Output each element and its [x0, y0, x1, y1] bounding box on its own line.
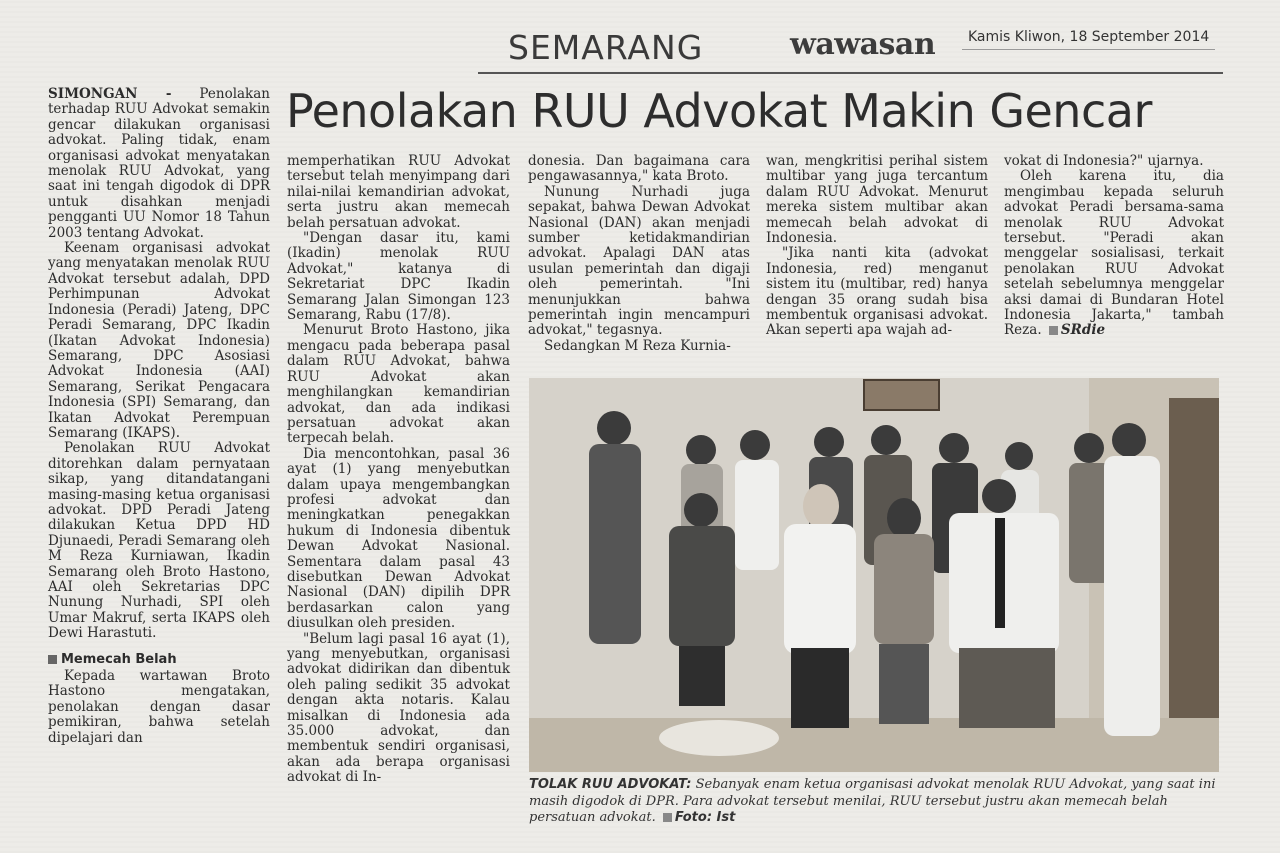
paragraph: [48, 87, 270, 241]
section-label: SEMARANG: [508, 28, 704, 67]
paragraph: vokat di Indonesia?" ujarnya.: [1004, 153, 1204, 169]
article-column-5: [1004, 154, 1224, 339]
end-mark-icon: [1049, 326, 1058, 335]
article-headline: Penolakan RUU Advokat Makin Gencar: [286, 84, 1152, 138]
group-photo-image: [529, 378, 1219, 772]
paragraph: Nunung Nurhadi juga sepakat, bahwa Dewan Advokat Nasional (DAN) akan menjadi sumber ketidakmandirian advokat. Apalagi DAN atas usulan pemerintah dan digaji oleh pemerintah. "Ini menunjukkan bahwa pemerintah ingin mencampuri advokat," tegasnya.: [528, 183, 750, 339]
article-column-3: [528, 154, 750, 354]
article-column-4: [766, 154, 988, 339]
paragraph: wan, mengkritisi perihal sistem multibar yang juga tercantum dalam RUU Advokat. Menurut mereka sistem multibar akan memecah belah advokat di Indonesia.: [766, 153, 988, 247]
paragraph: Kepada wartawan Broto Hastono mengatakan, penolakan dengan dasar pemikiran, bahwa setelah dipelajari dan: [48, 668, 270, 746]
photo-credit: Foto: Ist: [674, 810, 736, 825]
paragraph-text: Penolakan terhadap RUU Advokat semakin gencar dilakukan organisasi advokat. Paling tidak, enam organisasi advokat menyatakan menolak RUU Advokat, yang saat ini tengah digodok di DPR untuk disahkan menjadi pengganti UU Nomor 18 Tahun 2003 tentang Advokat.: [48, 86, 270, 241]
paragraph: "Dengan dasar itu, kami (Ikadin) menolak RUU Advokat," katanya di Sekretariat DPC Ikadin Semarang Jalan Simongan 123 Semarang, Rabu (17/8).: [287, 230, 510, 324]
paragraph: donesia. Dan bagaimana cara pengawasannya," kata Broto.: [528, 153, 750, 185]
paragraph: Keenam organisasi advokat yang menyatakan menolak RUU Advokat tersebut adalah, DPD Perhimpunan Advokat Indonesia (Peradi) Jateng, DPC Peradi Semarang, DPC Ikadin (Ikatan Advokat Indonesia) Semarang, DPC Asosiasi Advokat Indonesia (AAI) Semarang, Serikat Pengacara Indonesia (SPI) Semarang, dan Ikatan Advokat Perempuan Semarang (IKAPS).: [48, 240, 270, 441]
paragraph: Penolakan RUU Advokat ditorehkan dalam pernyataan sikap, yang ditandatangani masing-masing ketua organisasi advokat. DPD Peradi Jateng dilakukan Ketua DPD HD Djunaedi, Peradi Semarang oleh M Reza Kurniawan, Ikadin Semarang oleh Broto Hastono, AAI oleh Sekretarias DPC Nunung Nurhadi, SPI oleh Umar Makruf, serta IKAPS oleh Dewi Harastuti.: [48, 440, 270, 642]
paragraph: "Belum lagi pasal 16 ayat (1), yang menyebutkan, organisasi advokat didirikan dan dibentuk oleh paling sedikit 35 advokat dengan akta notaris. Kalau misalkan di Indonesia ada 35.000 advokat, dan membentuk sendiri organisasi, akan ada berapa organisasi advokat di In-: [287, 630, 510, 786]
photo-illustration: [529, 378, 1219, 772]
newspaper-brand-logo: wawasan: [790, 27, 936, 62]
paragraph: Dia mencontohkan, pasal 36 ayat (1) yang menyebutkan dalam upaya mengembangkan profesi advokat dan meningkatkan penegakkan hukum di Indonesia dibentuk Dewan Advokat Nasional. Sementara dalam pasal 43 disebutkan Dewan Advokat Nasional (DAN) dipilih DPR berdasarkan calon yang diusulkan oleh presiden.: [287, 445, 510, 632]
publication-date: Kamis Kliwon, 18 September 2014: [962, 25, 1215, 50]
author-byline: SRdie: [1060, 322, 1106, 339]
article-column-1: [48, 87, 270, 746]
subheading-text: Memecah Belah: [61, 651, 177, 667]
paragraph: [1004, 169, 1224, 338]
dateline-kicker: SIMONGAN -: [48, 86, 172, 102]
end-mark-icon: [663, 813, 672, 822]
header-divider: [478, 72, 1223, 74]
article-column-2: [287, 154, 510, 786]
photo-caption: [529, 777, 1225, 827]
caption-text: Sebanyak enam ketua organisasi advokat menolak RUU Advokat, yang saat ini masih digodok di DPR. Para advokat tersebut menilai, RUU tersebut justru akan memecah belah persatuan advokat.: [529, 777, 1216, 825]
paragraph-text: Oleh karena itu, dia mengimbau kepada seluruh advokat Peradi bersama-sama menolak RUU Advokat tersebut. "Peradi akan menggelar sosialisasi, terkait penolakan RUU Advokat setelah sebelumnya menggelar aksi damai di Bundaran Hotel Indonesia Jakarta," tambah Reza.: [1004, 168, 1224, 339]
caption-lead: TOLAK RUU ADVOKAT:: [529, 777, 692, 792]
paragraph: memperhatikan RUU Advokat tersebut telah menyimpang dari nilai-nilai kemandirian advokat, serta justru akan memecah belah persatuan advokat.: [287, 153, 510, 231]
subheading: [48, 652, 270, 667]
paragraph: Menurut Broto Hastono, jika mengacu pada beberapa pasal dalam RUU Advokat, bahwa RUU Advokat akan menghilangkan kemandirian advokat, dan ada indikasi persatuan advokat akan terpecah belah.: [287, 322, 510, 447]
paragraph: "Jika nanti kita (advokat Indonesia, red) menganut sistem itu (multibar, red) hanya dengan 35 orang sudah bisa membentuk organisasi advokat. Akan seperti apa wajah ad-: [766, 245, 988, 339]
square-bullet-icon: [48, 655, 57, 664]
paragraph: Sedangkan M Reza Kurnia-: [544, 337, 731, 354]
